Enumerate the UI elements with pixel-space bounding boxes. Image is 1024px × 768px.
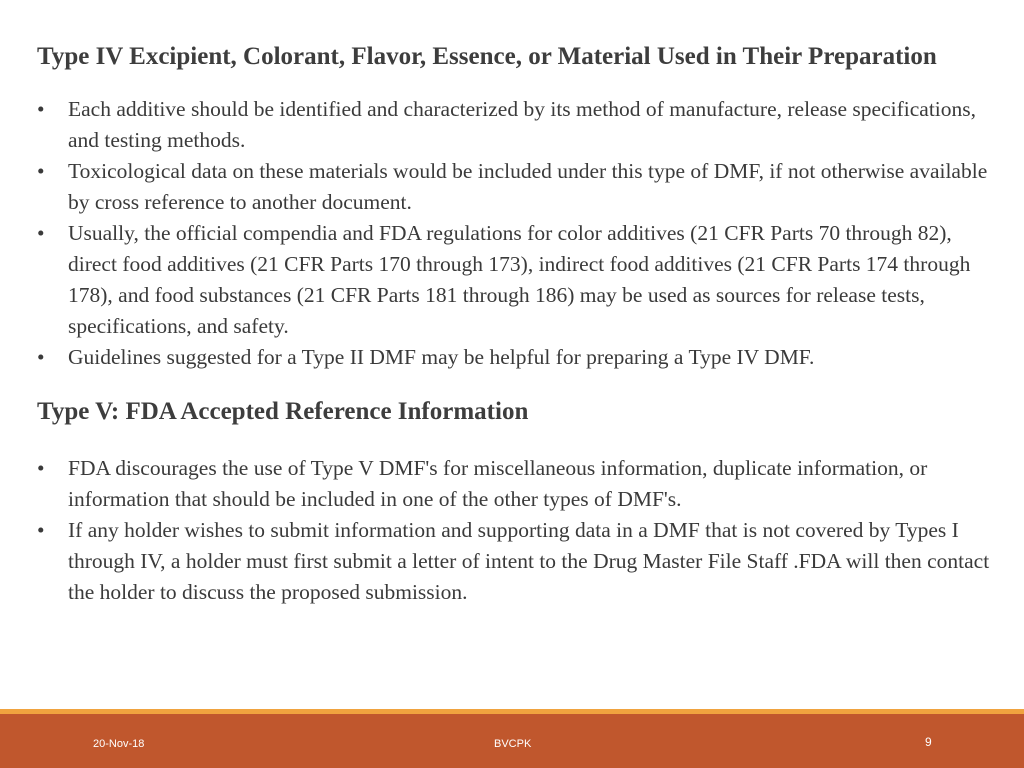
- slide-content: [37, 40, 997, 608]
- bullet-text: FDA discourages the use of Type V DMF's for miscellaneous information, duplicate information, or information that should be included in one of the other types of DMF's.: [68, 456, 928, 511]
- footer-bar: [0, 714, 1024, 768]
- bullet-text: If any holder wishes to submit information and supporting data in a DMF that is not covered by Types I through IV, a holder must first submit a letter of intent to the Drug Master File Staff .FDA will then contact the holder to discuss the proposed submission.: [68, 518, 990, 604]
- bullet-icon: •: [37, 159, 45, 183]
- page-number: 9: [925, 735, 932, 749]
- bullet-icon: •: [37, 97, 45, 121]
- bullet-item: [37, 453, 997, 515]
- footer-center-text: BVCPK: [494, 738, 532, 750]
- bullet-text: Each additive should be identified and characterized by its method of manufacture, release specifications, and testing methods.: [68, 97, 977, 152]
- footer-date: 20-Nov-18: [93, 738, 145, 750]
- bullet-text: Usually, the official compendia and FDA regulations for color additives (21 CFR Parts 70 through 82), direct food additives (21 CFR Parts 170 through 173), indirect food additives (21 CFR Parts 174 through 178), and food substances (21 CFR Parts 181 through 186) may be used as sources for release tests, specifications, and safety.: [68, 221, 971, 338]
- bullet-icon: •: [37, 456, 45, 480]
- bullet-item: [37, 94, 997, 156]
- bullet-item: [37, 218, 997, 342]
- bullet-item: [37, 156, 997, 218]
- section-v-title: Type V: FDA Accepted Reference Information: [37, 398, 529, 425]
- section-iv-bullet-list: [37, 94, 997, 373]
- section-v-bullet-list: [37, 453, 997, 608]
- bullet-icon: •: [37, 345, 45, 369]
- section-iv-title: Type IV Excipient, Colorant, Flavor, Essence, or Material Used in Their Preparation: [37, 43, 937, 70]
- bullet-item: [37, 515, 997, 608]
- bullet-icon: •: [37, 518, 45, 542]
- bullet-icon: •: [37, 221, 45, 245]
- bullet-text: Guidelines suggested for a Type II DMF may be helpful for preparing a Type IV DMF.: [68, 345, 815, 369]
- bullet-text: Toxicological data on these materials would be included under this type of DMF, if not otherwise available by cross reference to another document.: [68, 159, 988, 214]
- bullet-item: [37, 342, 997, 373]
